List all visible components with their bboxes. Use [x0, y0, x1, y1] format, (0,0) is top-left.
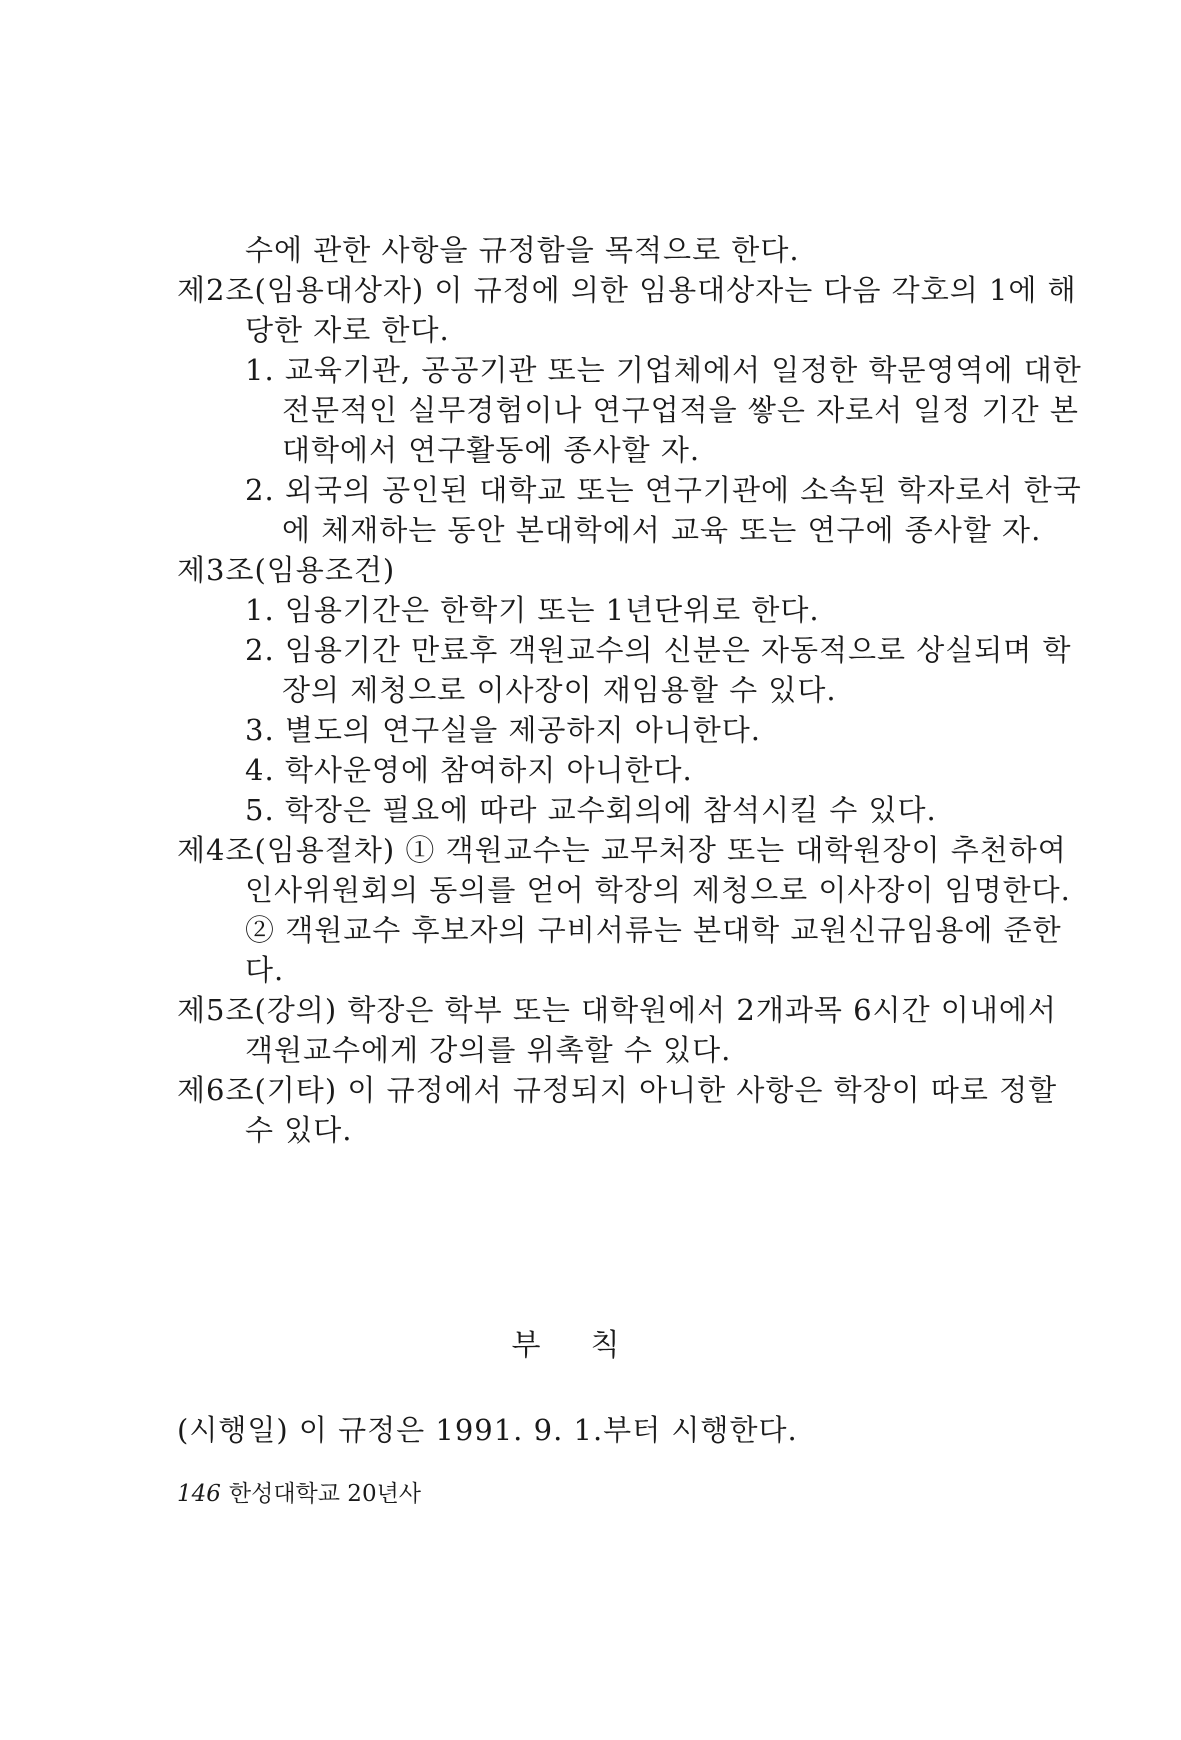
page-number: 146	[177, 1481, 221, 1507]
page-footer	[177, 1475, 421, 1508]
article-2-item-1: 1. 교육기관, 공공기관 또는 기업체에서 일정한 학문영역에 대한	[245, 353, 1082, 387]
enforcement-date-line: (시행일) 이 규정은 1991. 9. 1.부터 시행한다.	[177, 1413, 798, 1447]
article-2-item-1-cont-1: 전문적인 실무경험이나 연구업적을 쌓은 자로서 일정 기간 본	[282, 393, 1079, 427]
article-4-title-line: 제4조(임용절차) ① 객원교수는 교무처장 또는 대학원장이 추천하여	[177, 833, 1067, 867]
article-6-cont: 수 있다.	[245, 1113, 353, 1147]
article-3-item-3: 3. 별도의 연구실을 제공하지 아니한다.	[245, 713, 761, 747]
article-5-title-line: 제5조(강의) 학장은 학부 또는 대학원에서 2개과목 6시간 이내에서	[177, 993, 1057, 1027]
article-6-title-line: 제6조(기타) 이 규정에서 규정되지 아니한 사항은 학장이 따로 정할	[177, 1073, 1058, 1107]
text-line-3: 당한 자로 한다.	[245, 313, 450, 347]
article-3-item-4: 4. 학사운영에 참여하지 아니한다.	[245, 753, 693, 787]
article-3-item-2: 2. 임용기간 만료후 객원교수의 신분은 자동적으로 상실되며 학	[245, 633, 1072, 667]
book-title: 한성대학교 20년사	[228, 1481, 422, 1507]
article-4-clause-2-cont: 다.	[245, 953, 285, 987]
article-3-title: 제3조(임용조건)	[177, 553, 396, 587]
article-3-item-2-cont: 장의 제청으로 이사장이 재임용할 수 있다.	[282, 673, 837, 707]
article-2-item-2: 2. 외국의 공인된 대학교 또는 연구기관에 소속된 학자로서 한국	[245, 473, 1082, 507]
article-4-cont-1: 인사위원회의 동의를 얻어 학장의 제청으로 이사장이 임명한다.	[245, 873, 1071, 907]
article-3-item-1: 1. 임용기간은 한학기 또는 1년단위로 한다.	[245, 593, 820, 627]
text-line-1: 수에 관한 사항을 규정함을 목적으로 한다.	[245, 233, 800, 267]
article-2-title-line: 제2조(임용대상자) 이 규정에 의한 임용대상자는 다음 각호의 1에 해	[177, 273, 1077, 307]
supplementary-heading: 부칙	[511, 1328, 670, 1363]
article-3-item-5: 5. 학장은 필요에 따라 교수회의에 참석시킬 수 있다.	[245, 793, 937, 827]
article-5-cont: 객원교수에게 강의를 위촉할 수 있다.	[245, 1033, 732, 1067]
article-2-item-1-cont-2: 대학에서 연구활동에 종사할 자.	[282, 433, 701, 467]
article-4-clause-2: ② 객원교수 후보자의 구비서류는 본대학 교원신규임용에 준한	[245, 913, 1062, 947]
article-2-item-2-cont: 에 체재하는 동안 본대학에서 교육 또는 연구에 종사할 자.	[282, 513, 1042, 547]
